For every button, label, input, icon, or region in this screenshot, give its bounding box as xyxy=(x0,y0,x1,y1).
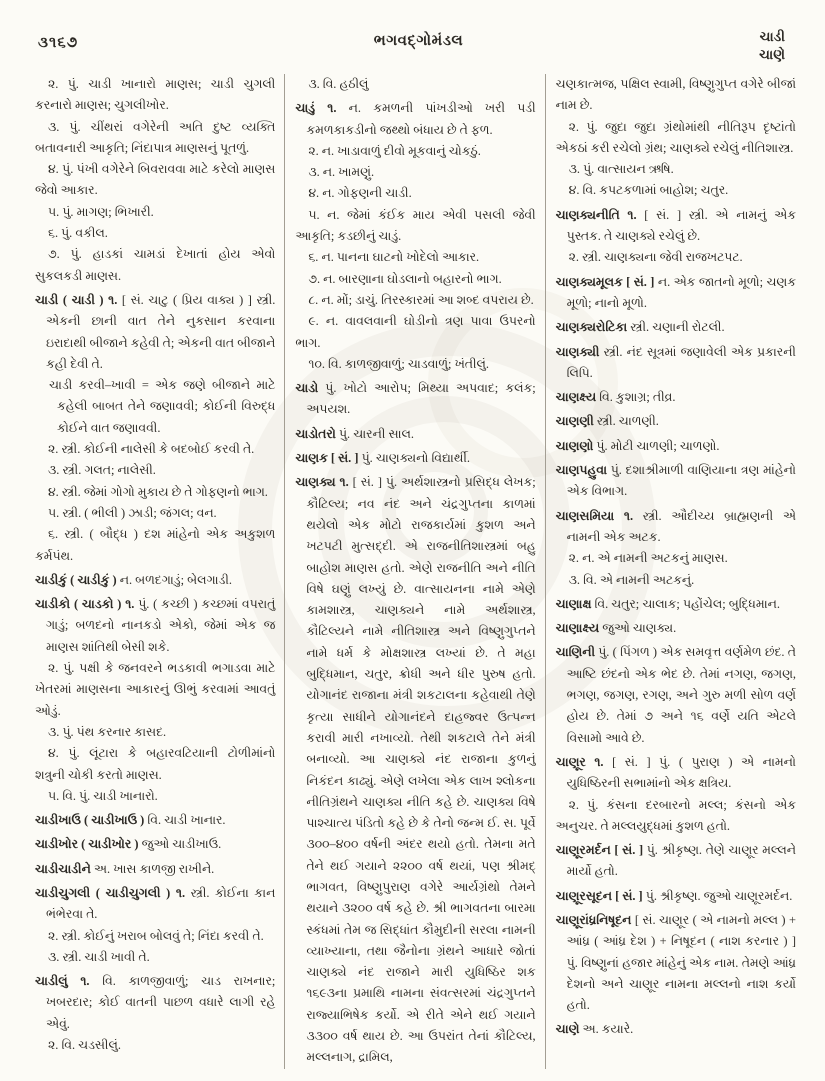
dict-entry: ચાડીચુગલી ( ચાડીચુગલી ) ૧. સ્ત્રી. કોઈના કાન ભંભેરવા તે. xyxy=(35,885,276,922)
dict-entry: ચાડીકું ( ચાડીકું ) ન. બળદગાડું; બેલગાડી. xyxy=(35,572,232,587)
page-number: ૩૧૬૭ xyxy=(38,35,79,51)
dict-sense: ૨. ન. ખાડાવાળું દીવો મૂકવાનું ચોકઠું. xyxy=(308,143,481,158)
dict-entry: ચાણપહુવા પું. દશાશ્રીમાળી વાણિયાના ત્રણ માંહેનો એક વિભાગ. xyxy=(555,463,796,499)
dict-continuation: ચણકાત્મજ, પક્ષિલ સ્વામી, વિષ્ણુગુપ્ત વગેરે બીજાં નામ છે. xyxy=(555,77,796,113)
dict-headword: ચાણાક્ષ્ય xyxy=(555,621,603,636)
dictionary-column-1 xyxy=(35,74,284,1069)
dict-sense: ૭. ન. બારણાના ઘોડલાનો બહારનો ભાગ. xyxy=(308,271,502,286)
dict-sense: ૨. વિ. ચડસીલું. xyxy=(48,1038,121,1053)
dict-entry: ચાણક્ષ્ય વિ. કુશાગ્ર; તીવ્ર. xyxy=(555,390,676,405)
dict-headword: ચાડો xyxy=(295,381,326,396)
dict-sense: ૪. પું. લૂંટારા કે બહારવટિયાની ટોળીમાંનો શત્રુની ચોકી કરતો માણસ. xyxy=(35,746,276,782)
dict-entry: ચાણૂરસૂદન [ સં. ] પું. શ્રીકૃષ્ણ. જુઓ ચાણૂરમર્દન. xyxy=(555,888,793,903)
dict-headword: ચાડીકું ( ચાડીકું ) xyxy=(35,572,120,587)
dict-headword: ચાણક્યનીતિ ૧. xyxy=(555,207,645,222)
dict-sense: ૨. પું. પક્ષી કે જનવરને ભડકાવી ભગાડવા માટે ખેતરમાં માણસના આકારનું ઊભું કરવામાં આવતું ઓડું. xyxy=(35,661,276,718)
dict-headword: ચાડોતરો xyxy=(295,426,339,441)
dict-headword: ચાડીકો ( ચાડકો ) ૧. xyxy=(35,597,139,612)
dict-entry: ચાણૂર ૧. [ સં. ] પું. ( પુરાણ ) એ નામનો યુધિષ્ઠિરની સભામાંનો એક ક્ષત્રિય. xyxy=(555,754,796,791)
dict-headword: ચાડીલું ૧. xyxy=(35,974,103,989)
dict-headword: ચાણક્ય ૧. xyxy=(295,475,353,490)
dict-entry: ચાડીચાડીને અ. ખાસ કાળજી રાખીને. xyxy=(35,861,215,876)
dict-sense: ૨. સ્ત્રી. કોઈની નાલેસી કે બદબોઈ કરવી તે. xyxy=(48,442,255,457)
dict-sense: ૨. પું. ચાડી ખાનારો માણસ; ચાડી ચુગલી કરનારો માણસ; ચુગલીખોર. xyxy=(35,77,276,113)
dict-headword: ચાણક [ સં. ] xyxy=(295,451,362,466)
dict-sense: ૩. પું. વાત્સાયન ઋષિ. xyxy=(568,162,674,177)
dict-headword: ચાણક્ષ્ય xyxy=(555,390,600,405)
dict-sense: ૫. વિ. પું. ચાડી ખાનારો. xyxy=(48,788,158,803)
dict-entry: ચાડીખોર ( ચાડીખોર ) જુઓ ચાડીખાઉ. xyxy=(35,837,222,852)
dict-headword: ચાણૂરમર્દન [ સં. ] xyxy=(555,843,647,858)
dict-entry: ચાણક્યી સ્ત્રી. નંદ સૂત્રમાં જણાવેલી એક પ્રકારની લિપિ. xyxy=(555,344,796,380)
dict-entry: ચાણણી સ્ત્રી. ચાળણી. xyxy=(555,414,659,429)
dict-sense: ૯. ન. વાવલવાની ઘોડીનો ત્રણ પાવા ઉપરનો ભાગ. xyxy=(295,314,536,350)
dict-entry: ચાડો પું. ખોટો આરોપ; મિથ્યા અપવાદ; કલંક; અપયશ. xyxy=(295,381,536,417)
dict-sense: ૩. પું. ચીંથરાં વગેરેની અતિ દુષ્ટ વ્યક્તિ બતાવનારી આકૃતિ; નિંદાપાત્ર માણસનું પૂતળું. xyxy=(35,119,276,155)
dict-sense: ૧૦. વિ. કાળજીવાળું; ચાડવાળું; ખંતીલું. xyxy=(308,356,489,371)
dictionary-column-3 xyxy=(545,74,805,1069)
dict-sense: ૮. ન. મોં; ડાચું. તિરસ્કારમાં આ શબ્દ વપરાય છે. xyxy=(308,292,534,307)
dict-sense: ૨. સ્ત્રી. કોઈનું ખરાબ બોલવું તે; નિંદા કરવી તે. xyxy=(48,928,264,943)
dictionary-columns xyxy=(35,74,805,1069)
dict-entry: ચાણિની પું. ( પિંગળ ) એક સમવૃત્ત વર્ણમેળ છંદ. તે આષ્ટિ છંદનો એક ભેદ છે. તેમાં નગણ, જગણ, ભગણ, જગણ, રગણ, અને ગુરુ મળી સોળ વર્ણ હોય છે. તેમાં ૭ અને ૧૬ વર્ણે યતિ એટલે વિસામો આવે છે. xyxy=(555,645,796,745)
dict-sense: ૩. વિ. એ નામની અટકનું. xyxy=(568,572,695,587)
dict-idiom: ચાડી કરવી–ખાવી = એક જણે બીજાને માટે કહેલી બાબત તેને જણાવવી; કોઈની વિરુદ્ધ કોઈને વાત જણાવવી. xyxy=(49,378,276,435)
dict-headword: ચાણાક્ષ xyxy=(555,596,595,611)
dict-headword: ચાણણો xyxy=(555,438,597,453)
dict-entry: ચાડીકો ( ચાડકો ) ૧. પું. ( કચ્છી ) કચ્છમાં વપરાતું ગાડું; બળદનો નાનકડો એકો, જેમાં એક જ માણસ શાંતિથી બેસી શકે. xyxy=(35,597,276,654)
catchword-first: ચાડી xyxy=(759,29,785,44)
dict-entry: ચાણક્યમૂલક [ સં. ] ન. એક જાતનો મૂળો; ચણક મૂળો; નાનો મૂળો. xyxy=(555,274,796,310)
page-header xyxy=(38,28,799,72)
dict-headword: ચાડીખોર ( ચાડીખોર ) xyxy=(35,837,142,852)
dict-sense: ૬. ન. પાનના ઘાટનો ખોદેલો આકાર. xyxy=(308,250,480,265)
page-title: ભગવદ્ગોમંડલ xyxy=(373,33,464,49)
dict-headword: ચાડી ( ચાડી ) ૧. xyxy=(35,292,122,307)
dict-entry: ચાણે અ. કયારે. xyxy=(555,1022,634,1037)
dict-headword: ચાણસમિયા ૧. xyxy=(555,508,643,523)
dict-entry: ચાડું ૧. ન. કમળની પાંખડીઓ ખરી પડી કમળકાકડીનો જથ્થો બંધાય છે તે ફળ. xyxy=(295,101,536,137)
dictionary-column-2 xyxy=(284,74,544,1069)
dict-sense: ૩. પું. પંથ કરનાર કાસદ. xyxy=(48,724,167,739)
dict-headword: ચાણક્યમૂલક [ સં. ] xyxy=(555,274,658,289)
dict-headword: ચાણણી xyxy=(555,414,597,429)
dict-sense: ૨. ન. એ નામની અટકનું માણસ. xyxy=(568,551,728,566)
dict-sense: ૫. પું. માગણ; ભિખારી. xyxy=(48,204,154,219)
dict-entry: ચાણાક્ષ્ય જુઓ ચાણક્ય. xyxy=(555,621,677,636)
dict-sense: ૩. સ્ત્રી. ગલત; નાલેસી. xyxy=(48,463,156,478)
dict-headword: ચાડીખાઉ ( ચાડીખાઉ ) xyxy=(35,813,148,828)
dict-sense: ૪. ન. ગોફણની ચાડી. xyxy=(308,186,412,201)
dict-headword: ચાણૂરસૂદન [ સં. ] xyxy=(555,888,646,903)
dict-entry: ચાણક્યરોટિકા સ્ત્રી. ચણાની રોટલી. xyxy=(555,320,725,335)
dict-entry: ચાણણો પું. મોટી ચાળણી; ચાળણો. xyxy=(555,438,720,453)
dict-entry: ચાણક [ સં. ] પું. ચાણક્યનો વિદ્યાર્થી. xyxy=(295,451,470,466)
dict-entry: ચાણક્ય ૧. [ સં. ] પું. અર્થશાસ્ત્રનો પ્રસિદ્ધ લેખક; કૌટિલ્ય; નવ નંદ અને ચંદ્રગુપ્તના કાળમાં થયેલો એક મોટો રાજકાર્યમાં કુશળ અને ખટપટી મુત્સદ્દી. એ રાજનીતિશાસ્ત્રમાં બહુ બાહોશ માણસ હતો. એણે રાજનીતિ અને નીતિ વિષે ઘણું લખ્યું છે. વાત્સાયનના નામે એણે કામશાસ્ત્ર, ચાણક્યને નામે અર્થશાસ્ત્ર, કૌટિલ્યને નામે નીતિશાસ્ત્ર અને વિષ્ણુગુપ્તને નામે ધર્મ કે મોક્ષશાસ્ત્ર લખ્યાં છે. તે મહા બુદ્ધિમાન, ચતુર, ક્રોધી અને ધીર પુરુષ હતો. યોગાનંદ રાજાના મંત્રી શકટાલના કહેવાથી તેણે કૃત્યા સાધીને યોગાનંદને દાહજ્વર ઉત્પન્ન કરાવી મારી નખાવ્યો. તેથી શકટાલે તેને મંત્રી બનાવ્યો. આ ચાણક્યે નંદ રાજાના કુળનું નિકંદન કાઢ્યું. એણે લખેલા એક લાખ શ્લોકના નીતિગ્રંથને ચાણક્ય નીતિ કહે છે. ચાણક્ય વિષે પાશ્ચાત્ય પંડિતો કહે છે કે તેનો જન્મ ઈ. સ. પૂર્વે ૩૦૦–૪૦૦ વર્ષની અંદર થયો હતો. તેમના મતે તેને થઈ ગયાને ૨૨૦૦ વર્ષ થયાં, પણ શ્રીમદ્ ભાગવત, વિષ્ણુપુરાણ વગેરે આર્યગ્રંથો તેમને થયાને ૩૨૦૦ વર્ષ કહે છે. શ્રી ભાગવતના બારમા સ્કંધમાં તેમ જ સિદ્ધાંત કૌમુદીની સરલા નામની વ્યાખ્યાના, તથા જૈનોના ગ્રંથને આધારે જોતાં ચાણક્યે નંદ રાજાને મારી યુધિષ્ઠિર શક ૧૬૯૩ના પ્રમાથિ નામના સંવત્સરમાં ચંદ્રગુપ્તને રાજ્યાભિષેક કર્યો. એ રીતે એને થઈ ગયાને ૩૩૦૦ વર્ષ થાય છે. આ ઉપરાંત તેનાં કૌટિલ્ય, મલ્લનાગ, દ્રામિલ, xyxy=(295,475,536,1065)
dict-headword: ચાડું ૧. xyxy=(295,101,349,116)
dict-headword: ચાણૂર ૧. xyxy=(555,754,613,769)
dict-sense: ૩. વિ. હઠીલું xyxy=(308,77,369,91)
dict-sense: ૪. વિ. કપટકળામાં બાહોશ; ચતુર. xyxy=(568,183,729,198)
dict-headword: ચાડીચાડીને xyxy=(35,861,94,876)
dict-sense: ૫. સ્ત્રી. ( ભીલી ) ઝાડી; જંગલ; વન. xyxy=(48,505,217,520)
dict-sense: ૫. ન. જેમાં કંઈક માય એવી પસલી જેવી આકૃતિ; કડછીનું ચાડું. xyxy=(295,207,536,244)
dict-entry: ચાડોતરો પું. ચારની સાલ. xyxy=(295,426,415,441)
catchword-last: ચાણે xyxy=(759,47,785,62)
dict-entry: ચાણૂરાંધ્રનિષૂદન [ સં. ચાણૂર ( એ નામનો મલ્લ ) + આંધ્ર ( આંધ્ર દેશ ) + નિષૂદન ( નાશ કરનાર ) ] પું. વિષ્ણુનાં હજાર માંહેનું એક નામ. તેમણે આંધ્ર દેશનો અને ચાણૂર નામના મલ્લનો નાશ કર્યો હતો. xyxy=(555,912,796,1013)
dict-entry: ચાડી ( ચાડી ) ૧. [ સં. ચાટુ ( પ્રિય વાક્ય ) ] સ્ત્રી. એકની છાની વાત તેને નુકસાન કરવાના ઇરાદાથી બીજાને કહેવી તે; એકની વાત બીજાને કહી દેવી તે. xyxy=(35,292,276,371)
catchwords xyxy=(759,28,785,64)
dict-sense: ૪. સ્ત્રી. જેમાં ગોગો મુકાય છે તે ગોફણનો ભાગ. xyxy=(48,484,268,499)
dict-sense: ૨. સ્ત્રી. ચાણક્યના જેવી રાજખટપટ. xyxy=(568,250,743,265)
dict-sense: ૬. પું. વકીલ. xyxy=(48,226,108,241)
dict-headword: ચાણક્યી xyxy=(555,344,604,359)
dict-sense: ૨. પું. જુદા જુદા ગ્રંથોમાંથી નીતિરૂપ દૃષ્ટાંતો એકઠાં કરી રચેલો ગ્રંથ; ચાણક્યે રચેલું નીતિશાસ્ત્ર. xyxy=(555,119,796,155)
dict-sense: ૩. સ્ત્રી. ચાડી ખાવી તે. xyxy=(48,949,150,964)
dict-entry: ચાણાક્ષ વિ. ચતુર; ચાલાક; પહોંચેલ; બુદ્ધિમાન. xyxy=(555,596,780,611)
dict-headword: ચાણિની xyxy=(555,645,599,660)
dict-entry: ચાણક્યનીતિ ૧. [ સં. ] સ્ત્રી. એ નામનું એક પુસ્તક. તે ચાણક્યે રચેલું છે. xyxy=(555,207,796,244)
dict-headword: ચાણપહુવા xyxy=(555,463,611,478)
dict-headword: ચાણૂરાંધ્રનિષૂદન xyxy=(555,912,635,927)
dict-entry: ચાણૂરમર્દન [ સં. ] પું. શ્રીકૃષ્ણ. તેણે ચાણૂર મલ્લને માર્યો હતો. xyxy=(555,843,796,879)
dict-sense: ૬. સ્ત્રી. ( બૌદ્ધ ) દશ માંહેનો એક અકુશળ કર્મપંથ. xyxy=(35,527,276,563)
dict-headword: ચાણક્યરોટિકા xyxy=(555,320,631,335)
dict-sense: ૭. પું. હાડકાં ચામડાં દેખાતાં હોય એવો સુકલકડી માણસ. xyxy=(35,247,276,283)
dict-sense: ૨. પું. કંસના દરબારનો મલ્લ; કંસનો એક અનુચર. તે મલ્લયુદ્ધમાં કુશળ હતો. xyxy=(555,797,796,833)
dict-headword: ચાડીચુગલી ( ચાડીચુગલી ) ૧. xyxy=(35,885,191,900)
dict-entry: ચાણસમિયા ૧. સ્ત્રી. ઔદીચ્ય બ્રાહ્મણની એ નામની એક અટક. xyxy=(555,508,796,544)
dict-entry: ચાડીખાઉ ( ચાડીખાઉ ) વિ. ચાડી ખાનાર. xyxy=(35,813,226,828)
dict-entry: ચાડીલું ૧. વિ. કાળજીવાળું; ચાડ રાખનાર; ખબરદાર; કોઈ વાતની પાછળ વધારે લાગી રહે એવું. xyxy=(35,974,276,1031)
dict-sense: ૪. પું. પંખી વગેરેને બિવરાવવા માટે કરેલો માણસ જેવો આકાર. xyxy=(35,162,276,198)
dict-sense: ૩. ન. ખામણું. xyxy=(308,165,375,180)
dict-headword: ચાણે xyxy=(555,1022,583,1037)
